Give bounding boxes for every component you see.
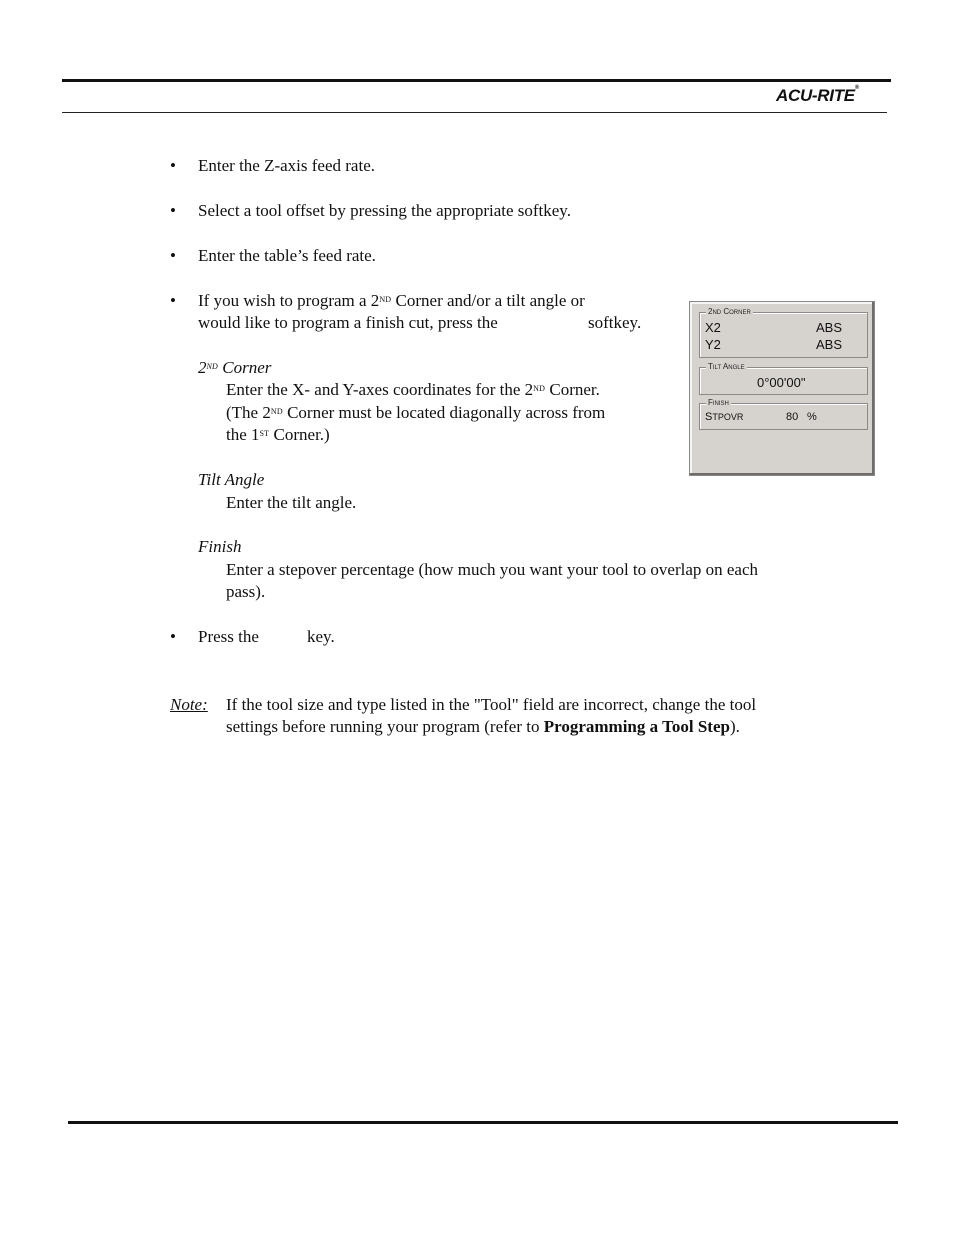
second-corner-text-line2: (The 2ND Corner must be located diagonally across from <box>226 403 606 422</box>
bullet-text-press-key-a: Press the <box>198 627 259 646</box>
finish-group-title: FINISH <box>708 398 729 407</box>
y2-mode[interactable]: ABS <box>816 337 843 352</box>
second-corner-text-line1: Enter the X- and Y-axes coordinates for the 2ND Corner. <box>226 380 600 399</box>
finish-text-line2: pass). <box>226 582 266 601</box>
y2-label: Y2 <box>705 337 721 352</box>
bullet-marker: • <box>170 627 176 646</box>
note-label: Note: <box>170 695 208 714</box>
bullet-text-tool-offset: Select a tool offset by pressing the appropriate softkey. <box>198 201 571 220</box>
tilt-angle-group-box <box>699 362 868 395</box>
bullet-text-second-corner-line2a: would like to program a finish cut, press the <box>198 313 498 332</box>
bullet-text-press-key-b: key. <box>307 627 335 646</box>
stepover-unit: % <box>807 411 817 423</box>
corner-group-box <box>699 307 868 358</box>
second-corner-screen-panel <box>689 301 875 476</box>
bullet-marker: • <box>170 156 176 175</box>
header-rule-bottom <box>62 112 887 113</box>
tilt-angle-value[interactable]: 0°00'00" <box>757 375 806 390</box>
finish-text-line1: Enter a stepover percentage (how much you want your tool to overlap on each <box>226 560 759 579</box>
bullet-marker: • <box>170 291 176 310</box>
section-title-tilt-angle: Tilt Angle <box>198 470 265 489</box>
bullet-text-second-corner-line1: If you wish to program a 2ND Corner and/or a tilt angle or <box>198 291 585 310</box>
acu-rite-logo: ACU-RITE® <box>776 85 859 105</box>
bullet-text-z-feed: Enter the Z-axis feed rate. <box>198 156 375 175</box>
bullet-text-second-corner-line2b: softkey. <box>588 313 642 332</box>
note-text-line2: settings before running your program (refer to Programming a Tool Step). <box>226 717 740 736</box>
section-title-second-corner: 2ND Corner <box>198 358 272 377</box>
bullet-text-table-feed: Enter the table’s feed rate. <box>198 246 376 265</box>
bullet-marker: • <box>170 201 176 220</box>
bullet-marker: • <box>170 246 176 265</box>
note-text-line1: If the tool size and type listed in the "Tool" field are incorrect, change the tool <box>226 695 757 714</box>
section-title-finish: Finish <box>198 537 242 556</box>
second-corner-text-line3: the 1ST Corner.) <box>226 425 330 444</box>
footer-rule <box>68 1121 898 1124</box>
corner-group-title: 2ND CORNER <box>708 307 751 316</box>
tilt-angle-group-title: TILT ANGLE <box>708 362 745 371</box>
link-programming-tool-step: Programming a Tool Step <box>543 717 730 736</box>
tilt-angle-text: Enter the tilt angle. <box>226 493 357 512</box>
x2-mode[interactable]: ABS <box>816 320 843 335</box>
x2-label: X2 <box>705 320 721 335</box>
header-rule-top <box>62 79 891 82</box>
finish-group-box <box>699 398 868 430</box>
stepover-label: STPOVR <box>705 411 744 423</box>
stepover-value[interactable]: 80 <box>786 411 799 423</box>
